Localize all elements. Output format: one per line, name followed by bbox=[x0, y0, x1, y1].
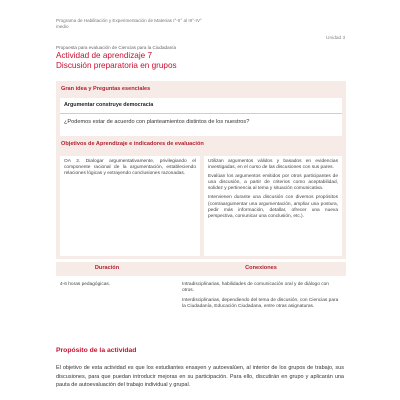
duration-label: Duración bbox=[94, 265, 120, 271]
objectives-section-header bbox=[56, 137, 346, 153]
big-idea-title: Argumentar construye democracia bbox=[64, 102, 154, 108]
unit-label: Unidad 3 bbox=[326, 36, 346, 41]
program-title bbox=[56, 18, 306, 30]
big-idea-label: Gran idea y Preguntas esenciales bbox=[61, 86, 151, 92]
document-subtitle: Propuesta para evaluación de Ciencias para la Ciudadanía bbox=[56, 45, 177, 50]
indicator-1: Utilizan argumentos válidos y basados en evidencias investigadas, en el curso de las discusiones con sus pares. bbox=[208, 159, 338, 171]
program-line-2: medio bbox=[56, 24, 69, 29]
duration-value: 4-6 horas pedagógicas. bbox=[60, 282, 111, 287]
essential-question-box bbox=[60, 114, 342, 136]
objectives-left-cell bbox=[60, 156, 200, 256]
objectives-table bbox=[56, 153, 346, 259]
objectives-right-cell bbox=[204, 156, 342, 256]
connections-list bbox=[182, 282, 342, 310]
purpose-text: El objetivo de esta actividad es que los estudiantes ensayen y autoevalúen, al interior de los grupos de trabajo, sus discusiones, para que puedan introducir mejoras en su participación. Para ello, discutirán en grupo y aplicarán una pauta de autoevaluación del trabajo individual y grupal. bbox=[56, 365, 344, 389]
activity-subtitle: Discusión preparatoria en grupos bbox=[56, 61, 177, 70]
program-line-1: Programa de Habilitación y Experimentación de Materias I°-II° al III°-IV° bbox=[56, 18, 202, 23]
indicator-3: Intervienen durante una discusión con diversos propósitos (contraargumentar una argumentación, ampliar una postura, pedir más información, detallar, ofrecer una nueva perspectiva, comunicar una conclusión, etc.). bbox=[208, 195, 338, 219]
oa-text: OA 2. Dialogar argumentativamente, privilegiando el componente racional de la argumentación, estableciendo relaciones lógicas y extrayendo conclusiones razonadas. bbox=[64, 159, 196, 177]
connection-intradisciplinary: Intradisciplinarias, habilidades de comunicación oral y de diálogo con otros. bbox=[182, 282, 329, 294]
objectives-label: Objetivos de Aprendizaje e indicadores de evaluación bbox=[61, 141, 204, 147]
indicator-2: Evalúan los argumentos emitidos por otros participantes de una discusión, a partir de criterios como aceptabilidad, solidez y pertinencia al tema y situación comunicativa. bbox=[208, 174, 338, 192]
connection-interdisciplinary: Interdisciplinarias, dependiendo del tema de discusión, con Ciencias para la Ciudadanía, Educación Ciudadana, entre otras asignaturas. bbox=[182, 298, 339, 310]
essential-question: ¿Podemos estar de acuerdo con planteamientos distintos de los nuestros? bbox=[64, 119, 250, 125]
duration-connections-header bbox=[56, 262, 346, 276]
big-idea-title-box bbox=[60, 98, 342, 114]
activity-title: Actividad de aprendizaje 7 bbox=[56, 51, 153, 60]
purpose-title: Propósito de la actividad bbox=[56, 347, 137, 354]
connections-label: Conexiones bbox=[245, 265, 277, 271]
